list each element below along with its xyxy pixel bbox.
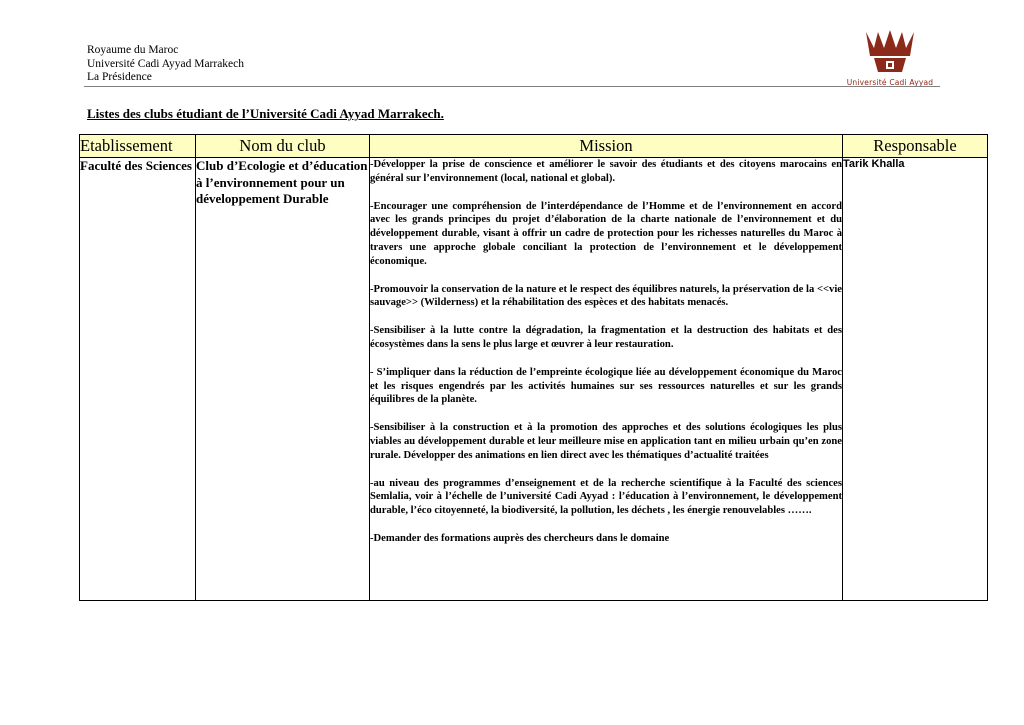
column-header-responsable: Responsable [843,135,988,158]
header-line-presidency: La Présidence [87,71,152,83]
table-header-row [80,135,988,158]
mission-item: -au niveau des programmes d’enseignement et de la recherche scientifique à la Faculté des sciences Semlalia, voir à l’échelle de l’université Cadi Ayyad : l’éducation à l’environnement, le développement durable, l’éco citoyenneté, la biodiversité, la pollution, les déchets , les énergie renouvelables ……. [370,477,842,517]
column-header-club: Nom du club [196,135,370,158]
institution-header [87,44,244,85]
mission-item: -Encourager une compréhension de l’interdépendance de l’Homme et de l’environnement en accord avec les grands principes du projet d’élaboration de la charte nationale de l’environnement et du développement durable, visant à offrir un cadre de protection pour les richesses naturelles du Maroc à travers une approche globale conciliant la protection de l’environnement et le développement économique. [370,200,842,267]
cell-club-name: Club d’Ecologie et d’éducation à l’environnement pour un développement Durable [196,158,370,601]
clubs-table [79,134,988,601]
cell-etablissement: Faculté des Sciences [80,158,196,601]
column-header-etablissement: Etablissement [80,135,196,158]
mission-item: - S’impliquer dans la réduction de l’empreinte écologique liée au développement économique du Maroc et les risques engendrés par les activités humaines sur ses ressources naturelles et sur les grands équilibres de la planète. [370,366,842,406]
column-header-mission: Mission [370,135,843,158]
mission-item: -Promouvoir la conservation de la nature et le respect des équilibres naturels, la préservation de la <<vie sauvage>> (Wilderness) et la réhabilitation des espèces et des habitats menacés. [370,283,842,309]
cell-responsable: Tarik Khalla [843,158,988,601]
logo-caption: Université Cadi Ayyad [846,78,934,87]
mission-item: -Développer la prise de conscience et améliorer le savoir des étudiants et des citoyens marocains en général sur l’environnement (local, national et global). [370,159,842,184]
table-row [80,158,988,601]
header-line-kingdom: Royaume du Maroc [87,44,179,56]
mission-item: -Demander des formations auprès des chercheurs dans le domaine [370,532,670,544]
header-line-university: Université Cadi Ayyad Marrakech [87,57,245,70]
cell-mission [370,158,843,601]
document-title: Listes des clubs étudiant de l’Université Cadi Ayyad Marrakech. [87,106,444,121]
header-divider [84,86,940,87]
mission-item: -Sensibiliser à la lutte contre la dégradation, la fragmentation et la destruction des habitats et des écosystèmes dans la sens le plus large et œuvrer à leur restauration. [370,325,842,350]
mission-item: -Sensibiliser à la construction et à la promotion des approches et des solutions écologiques les plus viables au développement durable et leur meilleure mise en application tant en milieu urbain qu’en zone rurale. Développer des animations en lien direct avec les thématiques d’actualité traitées [370,422,842,461]
